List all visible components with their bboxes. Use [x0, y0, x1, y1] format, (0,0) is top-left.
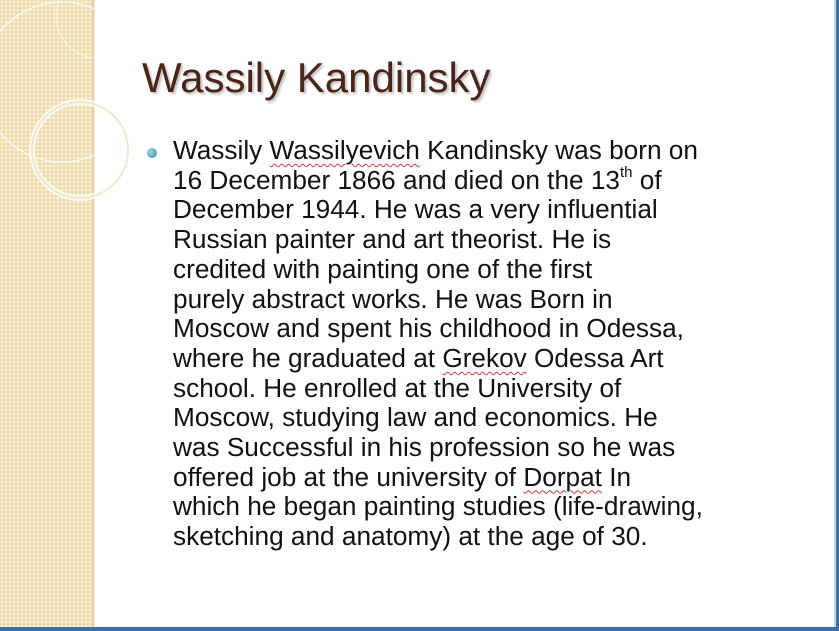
body-line: school. He enrolled at the University of	[173, 372, 622, 403]
body-line: Russian painter and art theorist. He is	[173, 224, 612, 255]
ring-medium	[56, 0, 140, 58]
text-run: 16 December 1866 and died on the 13	[173, 164, 620, 195]
ring-thick-inner	[32, 102, 128, 198]
body-line: purely abstract works. He was Born in	[173, 283, 613, 314]
spellcheck-word: Wassilyevich	[269, 135, 420, 165]
text-run: of	[632, 164, 662, 195]
superscript: th	[619, 163, 633, 181]
window-frame-bottom	[0, 627, 839, 631]
text-run: offered job at the university of	[173, 461, 524, 492]
text-run: Odessa Art	[526, 342, 664, 373]
spellcheck-word: Dorpat	[523, 461, 602, 492]
decorative-rings	[0, 0, 140, 260]
body-line: sketching and anatomy) at the age of 30.	[173, 521, 648, 552]
body-line	[173, 463, 803, 493]
ring-large	[0, 2, 140, 162]
body-line: was Successful in his profession so he was	[173, 432, 676, 463]
body-line: which he began painting studies (life-drawing,	[173, 491, 703, 522]
slide-title[interactable]: Wassily Kandinsky	[142, 54, 491, 101]
body-line	[173, 163, 803, 196]
text-run: Kandinsky was born on	[419, 135, 698, 165]
body-line: Moscow, studying law and economics. He	[173, 402, 658, 433]
text-run: In	[601, 461, 632, 492]
bullet-icon	[147, 148, 157, 158]
text-run: Wassily	[173, 135, 270, 165]
body-text[interactable]	[173, 136, 803, 552]
body-line: credited with painting one of the first	[173, 253, 593, 284]
body-line	[173, 344, 803, 374]
spellcheck-word: Grekov	[442, 342, 527, 373]
text-run: where he graduated at	[173, 342, 443, 373]
body-line: Moscow and spent his childhood in Odessa,	[173, 313, 684, 344]
body-line	[173, 136, 803, 166]
body-line: December 1944. He was a very influential	[173, 194, 658, 225]
